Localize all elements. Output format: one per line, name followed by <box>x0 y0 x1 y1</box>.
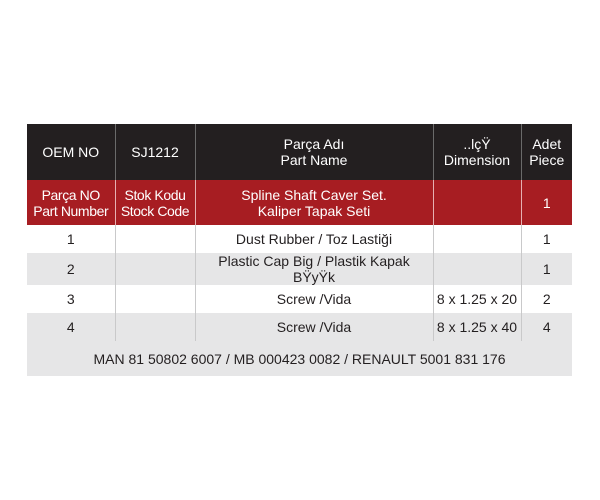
header-part-name <box>195 124 433 180</box>
header-row <box>27 124 572 180</box>
subheader-stock-code <box>115 180 195 225</box>
subheader-stock-en: Stock Code <box>120 202 190 219</box>
table-row <box>27 313 572 341</box>
cell-part-no: 2 <box>27 253 115 285</box>
header-dimension-tr: ..lçŸ <box>463 136 491 152</box>
header-piece-tr: Adet <box>532 136 562 152</box>
cell-part-no: 3 <box>27 285 115 313</box>
table-row <box>27 225 572 253</box>
cell-part-name: Plastic Cap Big / Plastik Kapak BŸyŸk <box>195 253 433 285</box>
subheader-set-name <box>195 180 433 225</box>
cell-part-name: Screw /Vida <box>195 285 433 313</box>
header-dimension-en: Dimension <box>443 152 511 168</box>
cell-part-name: Dust Rubber / Toz Lastiği <box>195 225 433 253</box>
cell-stock-code <box>115 253 195 285</box>
cell-dimension: 8 x 1.25 x 20 <box>433 285 521 313</box>
header-oem-no: OEM NO <box>27 124 115 180</box>
cell-dimension <box>433 253 521 285</box>
table-row <box>27 285 572 313</box>
header-code: SJ1212 <box>115 124 195 180</box>
header-part-name-en: Part Name <box>280 152 348 168</box>
cell-part-no: 1 <box>27 225 115 253</box>
cell-stock-code <box>115 225 195 253</box>
cell-piece: 2 <box>521 285 572 313</box>
cell-piece: 4 <box>521 313 572 341</box>
subheader-name-line2: Kaliper Tapak Seti <box>257 202 371 219</box>
subheader-dimension <box>433 180 521 225</box>
cell-part-name: Screw /Vida <box>195 313 433 341</box>
cell-dimension <box>433 225 521 253</box>
table-row <box>27 253 572 285</box>
cell-stock-code <box>115 285 195 313</box>
header-dimension <box>433 124 521 180</box>
footer-row <box>27 341 572 376</box>
subheader-part-no-tr: Parça NO <box>41 186 100 203</box>
subheader-part-no <box>27 180 115 225</box>
parts-table <box>27 124 572 376</box>
header-part-name-tr: Parça Adı <box>283 136 345 152</box>
subheader-part-no-en: Part Number <box>33 202 109 219</box>
header-piece <box>521 124 572 180</box>
cell-piece: 1 <box>521 253 572 285</box>
subheader-stock-tr: Stok Kodu <box>124 186 186 203</box>
oem-references: MAN 81 50802 6007 / MB 000423 0082 / RENAULT 5001 831 176 <box>27 341 572 376</box>
cell-piece: 1 <box>521 225 572 253</box>
subheader-name-line1: Spline Shaft Caver Set. <box>241 186 387 203</box>
subheader-row <box>27 180 572 225</box>
subheader-piece: 1 <box>521 180 572 225</box>
cell-stock-code <box>115 313 195 341</box>
cell-dimension: 8 x 1.25 x 40 <box>433 313 521 341</box>
header-piece-en: Piece <box>529 152 565 168</box>
cell-part-no: 4 <box>27 313 115 341</box>
